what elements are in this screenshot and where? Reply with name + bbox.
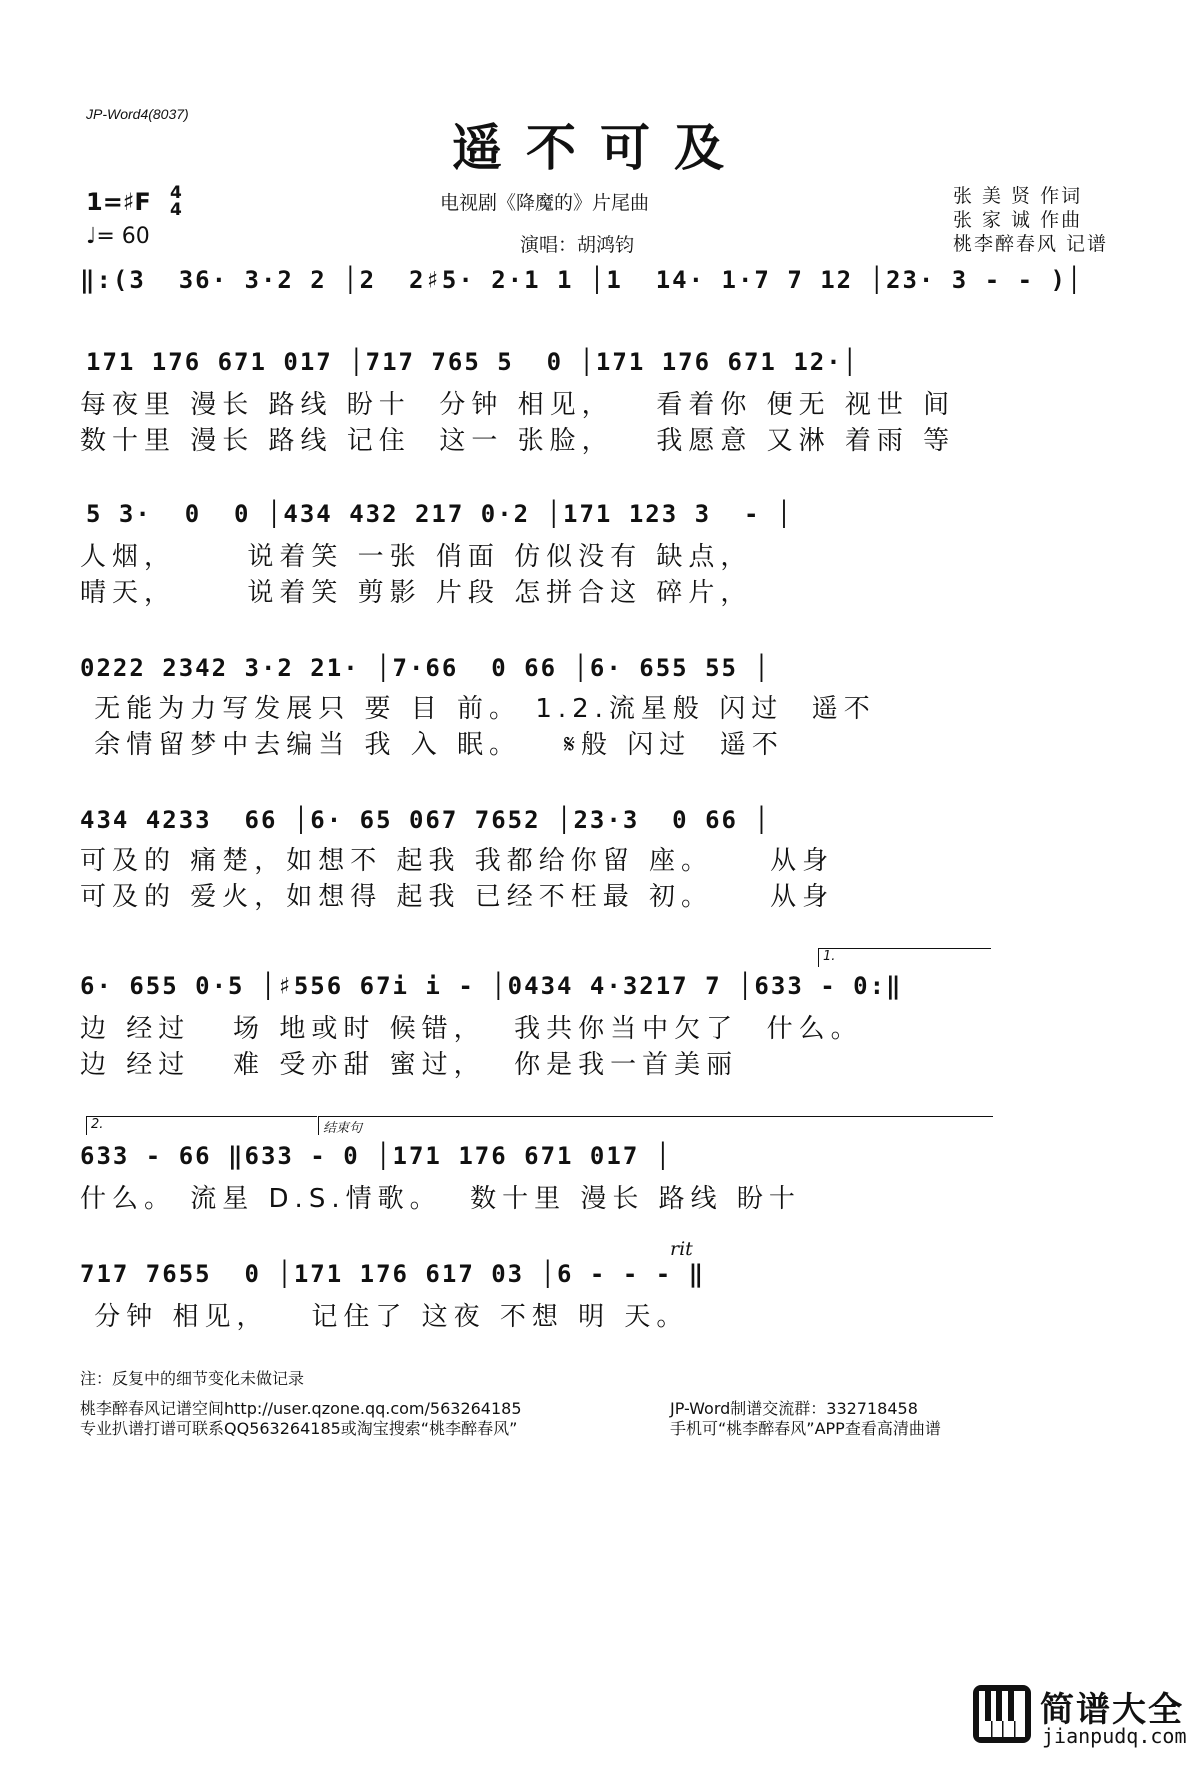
software-label: JP-Word4(8037) bbox=[86, 106, 189, 122]
notation-line-5: 434 4233 66 │6· 65 067 7652 │23·3 0 66 │ bbox=[80, 806, 771, 834]
composer-credit: 张 家 诚 作曲 bbox=[952, 209, 1083, 231]
first-ending-bracket: 1. bbox=[818, 948, 991, 967]
lyrics-line-7: 什么。 流星 D.S.情歌。 数十里 漫长 路线 盼十 bbox=[80, 1184, 801, 1214]
notation-line-1: ‖:(3 36· 3·2 2 │2 2♯5· 2·1 1 │1 14· 1·7 7 12 │23· 3 - - )│ bbox=[80, 266, 1084, 294]
site-logo[interactable] bbox=[972, 1682, 1187, 1748]
notation-line-8: 717 7655 0 │171 176 617 03 │6 - - - ‖ bbox=[80, 1260, 706, 1288]
lyrics-line-6-verse-2: 边 经过 难 受亦甜 蜜过， 你是我一首美丽 bbox=[80, 1050, 739, 1080]
lyrics-line-3-verse-2: 晴天， 说着笑 剪影 片段 怎拼合这 碎片， bbox=[80, 578, 753, 608]
second-ending-bracket: 2. bbox=[86, 1116, 317, 1135]
time-bottom: 4 bbox=[170, 200, 182, 220]
notation-line-4: 0222 2342 3·2 21· │7·66 0 66 │6· 655 55 │ bbox=[80, 654, 771, 682]
rit-marking: rit bbox=[670, 1238, 693, 1260]
lyrics-line-6-verse-1: 边 经过 场 地或时 候错， 我共你当中欠了 什么。 bbox=[80, 1014, 863, 1044]
tempo-marking: ♩= 60 bbox=[86, 224, 150, 249]
lyrics-line-2-verse-1: 每夜里 漫长 路线 盼十 分钟 相见， 看着你 便无 视世 间 bbox=[80, 390, 956, 420]
time-top: 4 bbox=[170, 183, 182, 203]
logo-title: 简谱大全 bbox=[1040, 1690, 1184, 1730]
lyrics-line-5-verse-2: 可及的 爱火，如想得 起我 已经不枉最 初。 从身 bbox=[80, 882, 835, 912]
lyricist-credit: 张 美 贤 作词 bbox=[952, 185, 1083, 207]
credits bbox=[953, 184, 1108, 256]
lyrics-line-8: 分钟 相见， 记住了 这夜 不想 明 天。 bbox=[80, 1302, 689, 1332]
notation-line-7: 633 - 66 ‖633 - 0 │171 176 671 017 │ bbox=[80, 1142, 673, 1170]
footer-note: 注：反复中的细节变化未做记录 bbox=[80, 1369, 305, 1388]
footer-left-line-2: 专业扒谱打谱可联系QQ563264185或淘宝搜索“桃李醉春风” bbox=[80, 1419, 518, 1438]
lyrics-line-2-verse-2: 数十里 漫长 路线 记住 这一 张脸， 我愿意 又淋 着雨 等 bbox=[80, 426, 956, 456]
time-signature bbox=[170, 185, 182, 219]
footer-right-line-2: 手机可“桃李醉春风”APP查看高清曲谱 bbox=[670, 1419, 941, 1438]
lyrics-line-3-verse-1: 人烟， 说着笑 一张 俏面 仿似没有 缺点， bbox=[80, 542, 753, 572]
notation-line-6: 6· 655 0·5 │♯556 67i i - │0434 4·3217 7 │633 - 0:‖ bbox=[80, 972, 903, 1000]
footer-right-line-1: JP-Word制谱交流群：332718458 bbox=[670, 1399, 918, 1418]
notation-line-3: 5 3· 0 0 │434 432 217 0·2 │171 123 3 - │ bbox=[86, 500, 794, 528]
song-subtitle: 电视剧《降魔的》片尾曲 bbox=[440, 192, 650, 214]
piano-icon bbox=[972, 1684, 1032, 1744]
singer-credit: 演唱：胡鸿钧 bbox=[520, 234, 635, 256]
notation-line-2: 171 176 671 017 │717 765 5 0 │171 176 671 12·│ bbox=[86, 348, 860, 376]
lyrics-line-5-verse-1: 可及的 痛楚，如想不 起我 我都给你留 座。 从身 bbox=[80, 846, 835, 876]
logo-url: jianpudq.com bbox=[1042, 1724, 1187, 1748]
lyrics-line-4-verse-1: 无能为力写发展只 要 目 前。 1.2.流星般 闪过 遥不 bbox=[80, 694, 876, 724]
coda-bracket: 结束句 bbox=[318, 1116, 993, 1135]
footer-left-line-1: 桃李醉春风记谱空间http://user.qzone.qq.com/563264185 bbox=[80, 1399, 522, 1418]
lyrics-line-4-verse-2: 余情留梦中去编当 我 入 眠。 𝄋般 闪过 遥不 bbox=[80, 730, 784, 760]
key-signature: 1=♯F bbox=[86, 188, 151, 216]
song-title: 遥不可及 bbox=[452, 118, 748, 177]
transcriber-credit: 桃李醉春风 记谱 bbox=[952, 233, 1108, 255]
